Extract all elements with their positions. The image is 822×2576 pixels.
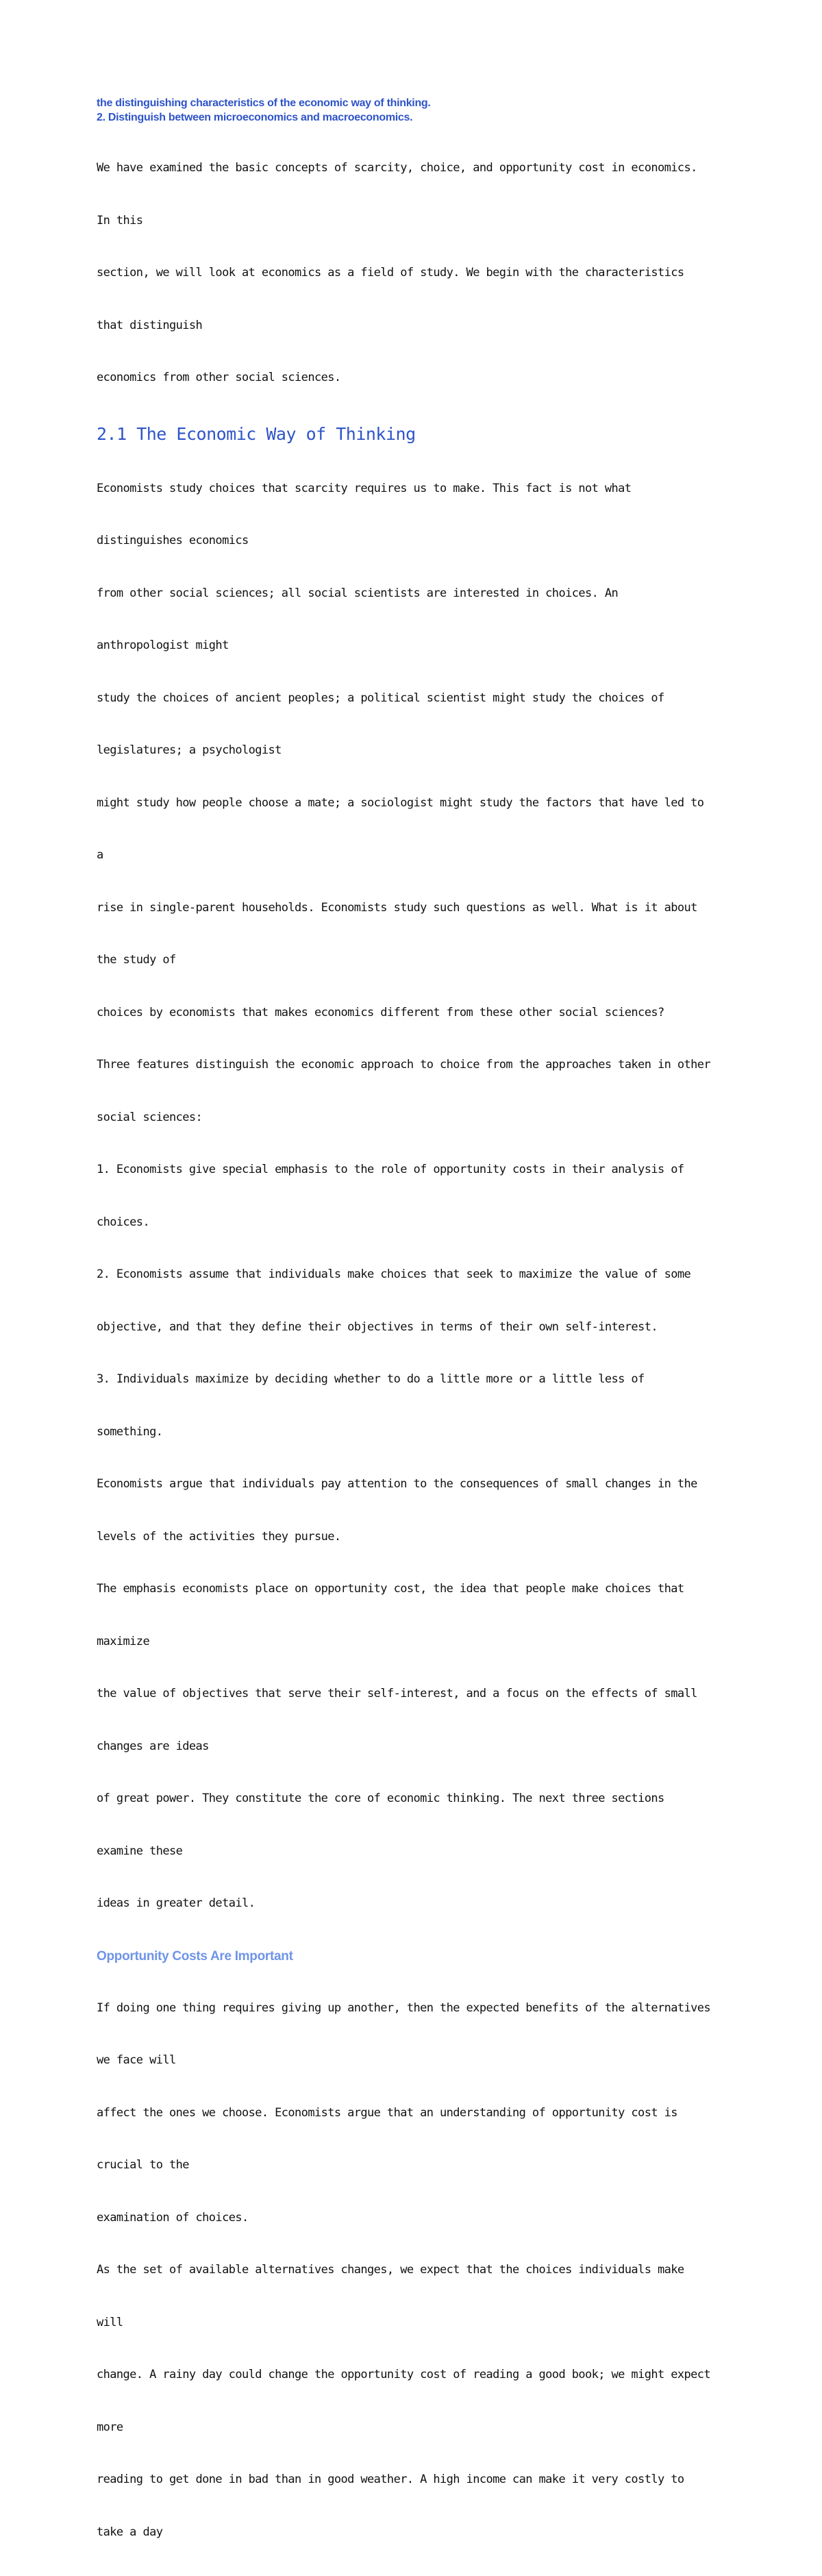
text-line: study the choices of ancient peoples; a political scientist might study the choices of bbox=[97, 690, 734, 708]
text-line: maximize bbox=[97, 1633, 734, 1651]
subsection-body bbox=[97, 1965, 734, 2576]
text-line: choices. bbox=[97, 1214, 734, 1232]
text-line: crucial to the bbox=[97, 2157, 734, 2175]
text-line: examine these bbox=[97, 1843, 734, 1861]
intro-paragraph bbox=[97, 125, 734, 422]
text-line: change. A rainy day could change the opportunity cost of reading a good book; we might expect bbox=[97, 2366, 734, 2384]
document-page bbox=[97, 96, 734, 2576]
text-line: choices by economists that makes economics different from these other social sciences? bbox=[97, 1004, 734, 1022]
text-line: examination of choices. bbox=[97, 2209, 734, 2227]
text-line: ideas in greater detail. bbox=[97, 1895, 734, 1913]
text-line: If doing one thing requires giving up another, then the expected benefits of the alternatives bbox=[97, 2000, 734, 2018]
text-line: We have examined the basic concepts of scarcity, choice, and opportunity cost in economics. bbox=[97, 160, 734, 177]
text-line: the study of bbox=[97, 952, 734, 969]
text-line: changes are ideas bbox=[97, 1738, 734, 1756]
text-line: from other social sciences; all social scientists are interested in choices. An bbox=[97, 585, 734, 603]
text-line: reading to get done in bad than in good weather. A high income can make it very costly to bbox=[97, 2471, 734, 2489]
text-line: Three features distinguish the economic approach to choice from the approaches taken in other bbox=[97, 1056, 734, 1074]
section-heading: 2.1 The Economic Way of Thinking bbox=[97, 423, 734, 445]
subsection-heading: Opportunity Costs Are Important bbox=[97, 1948, 734, 1965]
text-line: section, we will look at economics as a field of study. We begin with the characteristics bbox=[97, 264, 734, 282]
list-item: 3. Individuals maximize by deciding whether to do a little more or a little less of bbox=[97, 1371, 734, 1389]
objective-line-1: the distinguishing characteristics of the economic way of thinking. bbox=[97, 96, 734, 110]
text-line: the value of objectives that serve their self-interest, and a focus on the effects of small bbox=[97, 1685, 734, 1703]
text-line: legislatures; a psychologist bbox=[97, 742, 734, 760]
text-line: As the set of available alternatives changes, we expect that the choices individuals make bbox=[97, 2262, 734, 2279]
text-line: more bbox=[97, 2419, 734, 2437]
text-line: economics from other social sciences. bbox=[97, 369, 734, 387]
text-line: that distinguish bbox=[97, 317, 734, 335]
list-item: 1. Economists give special emphasis to the role of opportunity costs in their analysis of bbox=[97, 1161, 734, 1179]
text-line: a bbox=[97, 847, 734, 865]
text-line: social sciences: bbox=[97, 1109, 734, 1127]
section-body bbox=[97, 445, 734, 1948]
objective-line-2: 2. Distinguish between microeconomics and macroeconomics. bbox=[97, 110, 734, 125]
text-line: rise in single-parent households. Economists study such questions as well. What is it about bbox=[97, 900, 734, 917]
text-line: affect the ones we choose. Economists argue that an understanding of opportunity cost is bbox=[97, 2105, 734, 2122]
text-line: anthropologist might bbox=[97, 637, 734, 655]
text-line: might study how people choose a mate; a sociologist might study the factors that have led to bbox=[97, 795, 734, 813]
text-line: we face will bbox=[97, 2052, 734, 2070]
text-line: Economists study choices that scarcity requires us to make. This fact is not what bbox=[97, 480, 734, 498]
text-line: levels of the activities they pursue. bbox=[97, 1528, 734, 1546]
text-line: take a day bbox=[97, 2524, 734, 2542]
text-line: The emphasis economists place on opportunity cost, the idea that people make choices that bbox=[97, 1581, 734, 1598]
text-line: will bbox=[97, 2314, 734, 2332]
list-item: 2. Economists assume that individuals make choices that seek to maximize the value of some bbox=[97, 1266, 734, 1284]
text-line: Economists argue that individuals pay attention to the consequences of small changes in the bbox=[97, 1476, 734, 1494]
text-line: In this bbox=[97, 212, 734, 230]
text-line: objective, and that they define their objectives in terms of their own self-interest. bbox=[97, 1319, 734, 1337]
text-line: something. bbox=[97, 1424, 734, 1441]
text-line: distinguishes economics bbox=[97, 532, 734, 550]
text-line: of great power. They constitute the core of economic thinking. The next three sections bbox=[97, 1790, 734, 1808]
